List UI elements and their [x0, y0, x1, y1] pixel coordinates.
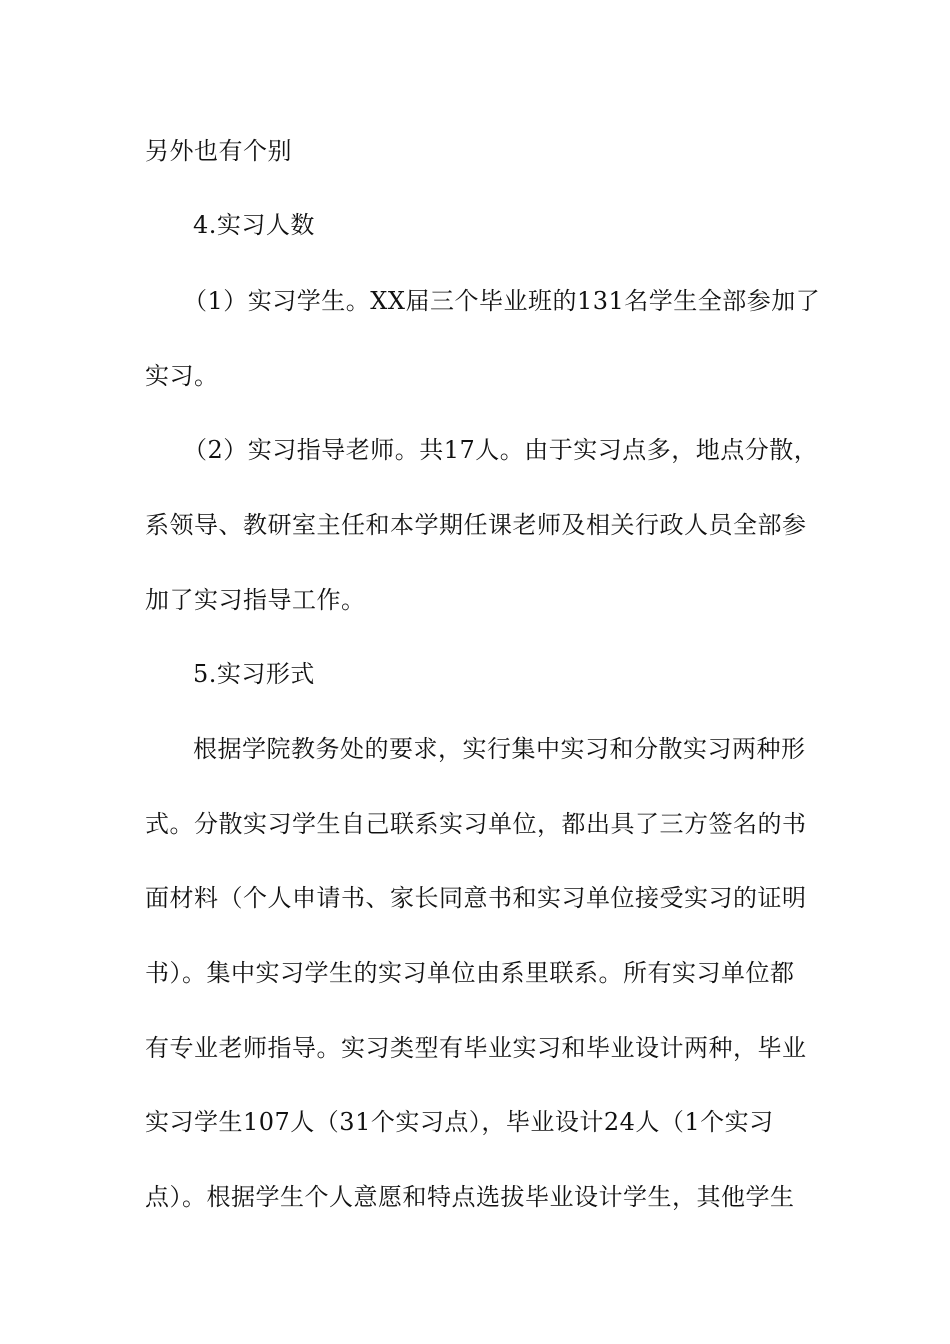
text-line: 另外也有个别 — [145, 137, 292, 165]
text-line: （1）实习学生。XX届三个毕业班的131名学生全部参加了 — [183, 287, 821, 315]
text-line: （2）实习指导老师。共17人。由于实习点多，地点分散， — [183, 436, 819, 464]
text-line: 式。分散实习学生自己联系实习单位，都出具了三方签名的书 — [145, 810, 807, 838]
text-line: 面材料（个人申请书、家长同意书和实习单位接受实习的证明 — [145, 884, 807, 912]
text-line: 实习。 — [145, 362, 219, 390]
text-line: 实习学生107人（31个实习点），毕业设计24人（1个实习 — [145, 1108, 774, 1136]
text-line: 有专业老师指导。实习类型有毕业实习和毕业设计两种，毕业 — [145, 1034, 807, 1062]
text-line: 点）。根据学生个人意愿和特点选拔毕业设计学生，其他学生 — [145, 1183, 795, 1211]
text-line: 根据学院教务处的要求，实行集中实习和分散实习两种形 — [193, 735, 806, 763]
section-heading: 5.实习形式 — [193, 660, 315, 688]
text-line: 加了实习指导工作。 — [145, 586, 366, 614]
section-heading: 4.实习人数 — [193, 211, 315, 239]
text-line: 书）。集中实习学生的实习单位由系里联系。所有实习单位都 — [145, 959, 795, 987]
text-line: 系领导、教研室主任和本学期任课老师及相关行政人员全部参 — [145, 511, 807, 539]
